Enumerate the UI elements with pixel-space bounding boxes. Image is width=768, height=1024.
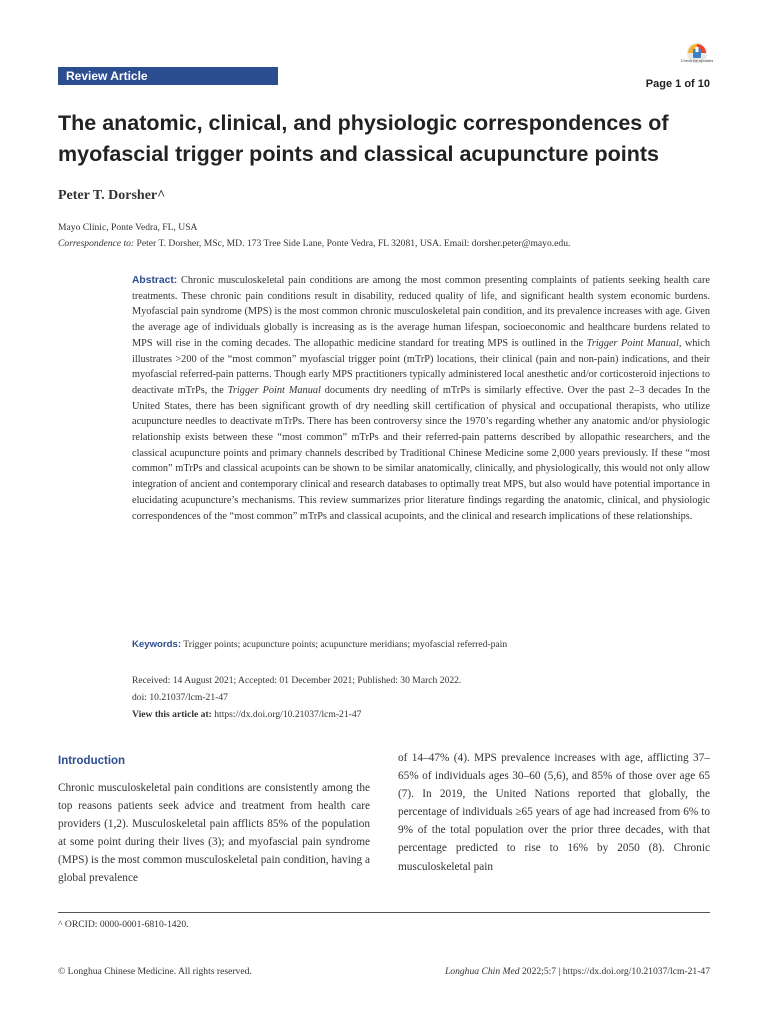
abstract-emphasis-1: Trigger Point Manual [586,337,679,349]
correspondence-label: Correspondence to: [58,238,135,249]
intro-column-left: Chronic musculoskeletal pain conditions are consistently among the top reasons patients seek advice and treatment from health care providers (1,2). Musculoskeletal pain afflicts 85% of the population at some point during their lives (3); and myofascial pain syndrome (MPS) is the most common musculoskeletal pain condition, having a global prevalence [58,782,370,885]
affiliation: Mayo Clinic, Ponte Vedra, FL, USA [58,222,198,233]
keywords-text: Trigger points; acupuncture points; acupuncture meridians; myofascial referred-pain [183,639,508,650]
article-type-badge: Review Article [58,67,278,85]
view-article-link[interactable]: https://dx.doi.org/10.21037/lcm-21-47 [214,709,362,720]
crossmark-label: Check for updates [680,58,714,63]
orcid-footnote: ^ ORCID: 0000-0001-6810-1420. [58,919,189,930]
received-dates: Received: 14 August 2021; Accepted: 01 December 2021; Published: 30 March 2022. [132,675,462,686]
section-heading-introduction: Introduction [58,755,126,767]
abstract-text-1: Chronic musculoskeletal pain conditions are among the most common presenting complaints of patients seeking health care treatments. These chronic pain conditions result in disability, reduced quality of life, and significant health system economic burdens. Myofascial pain syndrome (MPS) is the most common chronic musculoskeletal pain condition, and its prevalence increases with age. Given the average age of individuals globally is increasing as is the average human lifespan, socioeconomic and healthcare burdens related to MPS will rise in the coming decades. The allopathic medicine standard for treating MPS is outlined in the [132,275,710,349]
abstract-text-3: documents dry needling of mTrPs is similarly effective. Over the past 2–3 decades In the United States, there has been significant growth of dry needling skill certification of physical and occupational therapists, who utilize acupuncture needles to deactivate mTrPs. There has been controversy since the 1970’s regarding whether any anatomic and/or physiologic relationship exists between these “most common” mTrPs and their referred-pain patterns described by allopathic researchers, and the classical acupuncture points and primary channels described by Traditional Chinese Medicine some 2,000 years previously. If these “most common” mTrPs and classical acupoints can be shown to be similar anatomically, clinically, and physiologically, this would not only allow integration of ancient and contemporary clinical and research databases to optimally treat MPS, but also would have potential importance in elucidating acupuncture’s mechanisms. This review summarizes prior literature findings regarding the anatomic, clinical, and physiologic correspondences of the “most common” mTrPs and classical acupoints, and the clinical and research implications of these relationships. [132,384,710,522]
author-name: Peter T. Dorsher^ [58,188,166,203]
correspondence-text: Peter T. Dorsher, MSc, MD. 173 Tree Side Lane, Ponte Vedra, FL 32081, USA. Email: dorsher.peter@mayo.edu. [136,238,571,249]
crossmark-icon[interactable] [681,40,713,72]
doi: doi: 10.21037/lcm-21-47 [132,692,228,703]
abstract-text-2: , which illustrates >200 of the “most common” myofascial trigger point (mTrP) locations, their clinical (pain and non-pain) indications, and their myofascial referred-pain patterns. Though early MPS practitioners typically administered local anesthetic and/or corticosteroid injections to deactivate mTrPs, the [132,337,711,396]
journal-citation [445,966,710,977]
article-dates [132,672,710,723]
view-article-label: View this article at: [132,709,212,720]
page-number: Page 1 of 10 [645,78,710,90]
copyright: © Longhua Chinese Medicine. All rights reserved. [58,966,252,977]
correspondence [58,238,570,249]
intro-column-right: of 14–47% (4). MPS prevalence increases with age, afflicting 37–65% of individuals ages 30–60 (5,6), and 85% of those over age 65 (7). In 2019, the United Nations reported that globally, the percentage of individuals ≥65 years of age had increased from 6% to 9% of the total population over the prior three decades, with that percentage predicted to rise to 16% by 2050 (8). Chronic musculoskeletal pain [398,752,710,873]
keywords [132,639,710,650]
abstract-label: Abstract: [132,275,178,286]
journal-name: Longhua Chin Med [444,966,520,977]
footnote-divider [58,912,710,913]
abstract [132,273,710,524]
abstract-emphasis-2: Trigger Point Manual [227,384,321,396]
keywords-label: Keywords: [132,639,182,650]
article-title: The anatomic, clinical, and physiologic correspondences of myofascial trigger points and classical acupuncture points [58,111,669,166]
journal-citation-text: 2022;5:7 | https://dx.doi.org/10.21037/lcm-21-47 [519,966,710,977]
view-article [132,706,710,723]
